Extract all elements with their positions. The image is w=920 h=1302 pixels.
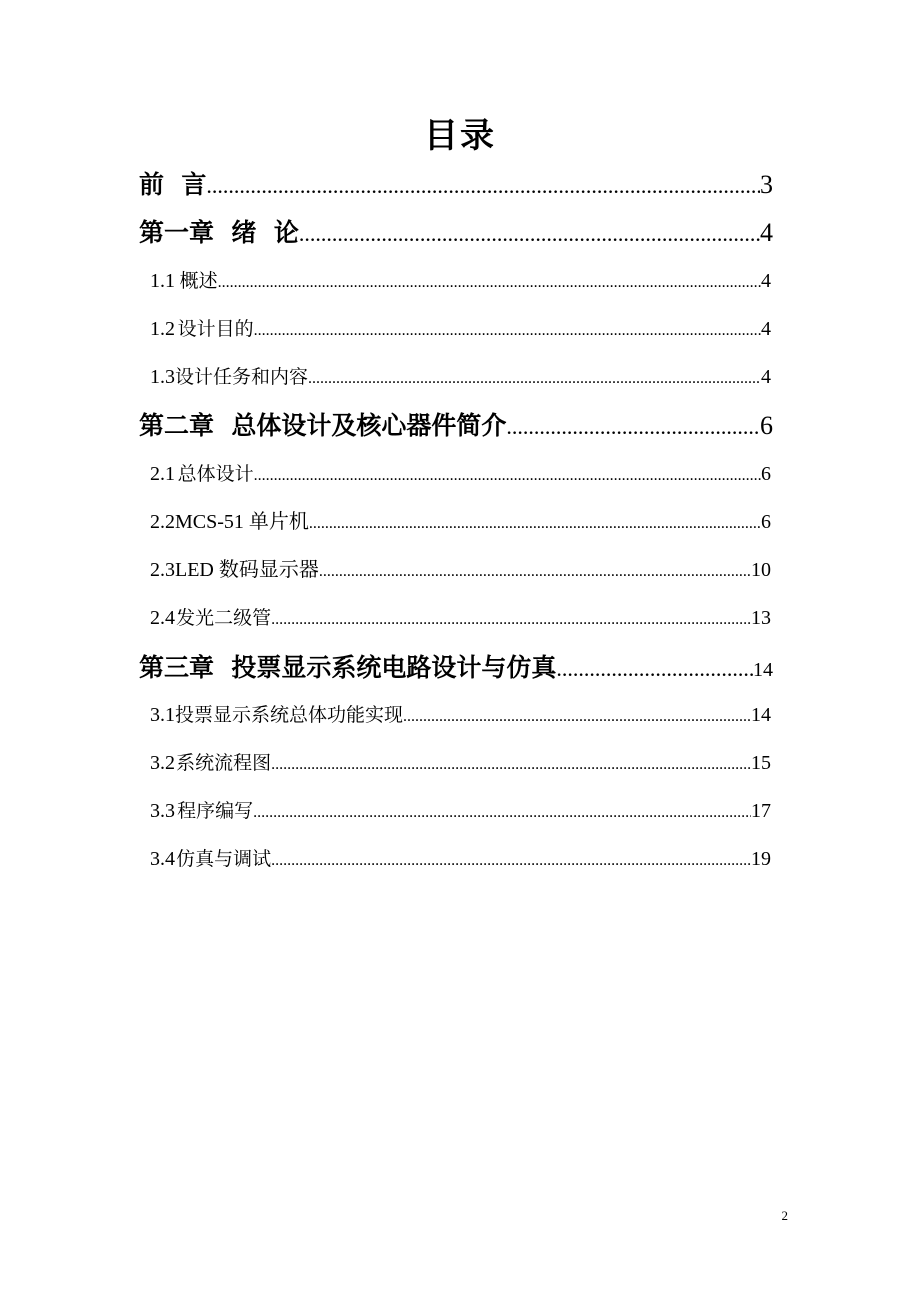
toc-section-1-3[interactable] xyxy=(150,362,771,392)
toc-entry-label: 总体设计 xyxy=(177,463,254,485)
toc-leader-dots xyxy=(271,750,751,780)
toc-leader-dots xyxy=(253,798,751,828)
toc-entry-page: 6 xyxy=(761,511,771,533)
toc-entry-label: 第二章 总体设计及核心器件简介 xyxy=(139,411,507,440)
toc-section-number: 2.3 xyxy=(150,559,175,581)
toc-section-1-2[interactable] xyxy=(150,314,771,344)
toc-entry-page: 3 xyxy=(760,170,773,199)
toc-chapter-2[interactable] xyxy=(139,408,773,444)
toc-entry-page: 6 xyxy=(760,411,773,440)
toc-entry-page: 14 xyxy=(751,704,771,726)
toc-section-number: 3.1 xyxy=(150,704,175,726)
toc-leader-dots xyxy=(506,409,760,445)
toc-section-number: 1.2 xyxy=(150,318,175,340)
toc-entry-label: 投票显示系统总体功能实现 xyxy=(175,704,404,726)
toc-section-number: 1.3 xyxy=(150,366,175,388)
toc-entry-label: 设计任务和内容 xyxy=(175,366,309,388)
toc-leader-dots xyxy=(403,702,751,732)
toc-section-2-3[interactable] xyxy=(150,555,771,585)
toc-entry-page: 4 xyxy=(761,318,771,340)
toc-entry-page: 4 xyxy=(760,218,773,247)
toc-section-3-1[interactable] xyxy=(150,700,771,730)
toc-chapter-preface[interactable] xyxy=(139,167,773,203)
toc-leader-dots xyxy=(308,364,761,394)
toc-section-2-2[interactable] xyxy=(150,507,771,537)
toc-section-2-4[interactable] xyxy=(150,603,771,633)
toc-entry-label: 前 言 xyxy=(139,170,207,199)
toc-entry-label: 第三章 投票显示系统电路设计与仿真 xyxy=(139,653,557,682)
toc-chapter-3[interactable] xyxy=(139,650,773,686)
toc-leader-dots xyxy=(271,605,751,635)
toc-leader-dots xyxy=(271,846,751,876)
toc-leader-dots xyxy=(218,268,761,298)
toc-section-number: 3.2 xyxy=(150,752,175,774)
page-title: 目录 xyxy=(424,116,496,156)
toc-section-number: 2.1 xyxy=(150,463,175,485)
toc-section-3-3[interactable] xyxy=(150,796,771,826)
toc-section-number: 3.4 xyxy=(150,848,175,870)
toc-entry-label: 第一章 绪 论 xyxy=(139,218,299,247)
toc-chapter-1[interactable] xyxy=(139,215,773,251)
toc-entry-label: MCS-51 单片机 xyxy=(175,511,309,533)
toc-leader-dots xyxy=(309,509,761,539)
toc-entry-label: 仿真与调试 xyxy=(176,848,272,870)
toc-leader-dots xyxy=(254,461,761,491)
toc-section-number: 2.4 xyxy=(150,607,175,629)
toc-entry-page: 4 xyxy=(761,366,771,388)
toc-entry-label: 设计目的 xyxy=(177,318,254,340)
toc-section-number: 2.2 xyxy=(150,511,175,533)
toc-entry-label: 发光二级管 xyxy=(176,607,272,629)
toc-section-3-2[interactable] xyxy=(150,748,771,778)
toc-leader-dots xyxy=(319,557,751,587)
toc-entry-page: 17 xyxy=(751,800,771,822)
toc-entry-page: 13 xyxy=(751,607,771,629)
toc-leader-dots xyxy=(556,651,753,687)
toc-section-2-1[interactable] xyxy=(150,459,771,489)
toc-entry-label: LED 数码显示器 xyxy=(175,559,319,581)
toc-entry-page: 4 xyxy=(761,270,771,292)
toc-section-3-4[interactable] xyxy=(150,844,771,874)
toc-entry-label: 程序编写 xyxy=(177,800,254,822)
toc-entry-page: 10 xyxy=(751,559,771,581)
toc-entry-label: 系统流程图 xyxy=(176,752,272,774)
toc-entry-page: 19 xyxy=(751,848,771,870)
toc-entry-page: 15 xyxy=(751,752,771,774)
toc-section-1-1[interactable] xyxy=(150,266,771,296)
page-number: 2 xyxy=(781,1208,788,1223)
toc-entry-page: 6 xyxy=(761,463,771,485)
toc-entry-page: 14 xyxy=(753,659,773,681)
toc-section-number: 3.3 xyxy=(150,800,175,822)
toc-leader-dots xyxy=(299,216,760,252)
toc-leader-dots xyxy=(206,168,760,204)
toc-entry-label: 概述 xyxy=(179,270,218,292)
toc-leader-dots xyxy=(254,316,761,346)
toc-section-number: 1.1 xyxy=(150,270,175,292)
